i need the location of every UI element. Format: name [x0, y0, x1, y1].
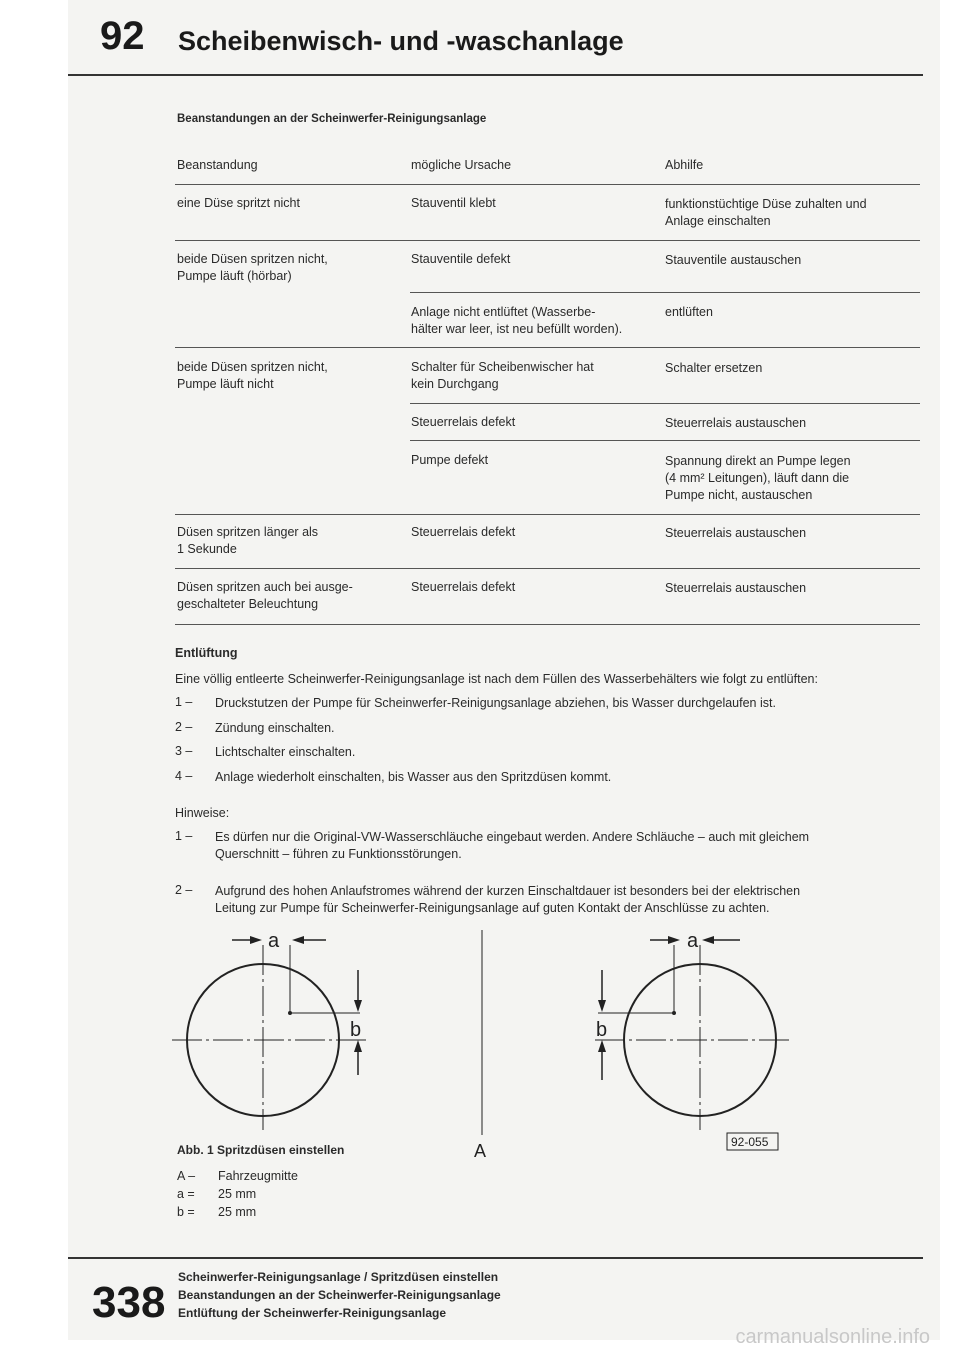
footer-line: Beanstandungen an der Scheinwerfer-Reinigungsanlage	[178, 1288, 501, 1302]
table-cell: Steuerrelais austauschen	[665, 526, 807, 540]
table-cell: Pumpe defekt	[411, 453, 489, 467]
figure-caption: Abb. 1 Spritzdüsen einstellen	[177, 1143, 345, 1157]
legend-key: a =	[177, 1187, 195, 1201]
arrow-icon	[292, 936, 304, 944]
step-text: Zündung einschalten.	[215, 721, 335, 735]
table-cell: beide Düsen spritzen nicht, Pumpe läuft (hörbar)	[177, 252, 328, 283]
table-cell: Steuerrelais austauschen	[665, 581, 807, 595]
step-text: Druckstutzen der Pumpe für Scheinwerfer-Reinigungsanlage abziehen, bis Wasser durchgelaufen ist.	[215, 696, 776, 710]
table-cell: Schalter für Scheibenwischer hat kein Durchgang	[411, 360, 594, 391]
table-cell: funktionstüchtige Düse zuhalten und Anlage einschalten	[665, 197, 867, 228]
arrow-icon	[598, 1040, 606, 1052]
table-cell: eine Düse spritzt nicht	[177, 196, 300, 210]
arrow-icon	[668, 936, 680, 944]
dimension-label-b: b	[350, 1019, 362, 1041]
table-header-cause: mögliche Ursache	[411, 158, 512, 172]
table-header-problem: Beanstandung	[177, 158, 258, 172]
legend-value: Fahrzeugmitte	[218, 1169, 298, 1183]
table-cell: Steuerrelais defekt	[411, 525, 516, 539]
chapter-number: 92	[100, 14, 145, 58]
table-cell: Stauventil klebt	[411, 196, 496, 210]
arrow-icon	[250, 936, 262, 944]
arrow-icon	[702, 936, 714, 944]
note-text: Es dürfen nur die Original-VW-Wasserschläuche eingebaut werden. Andere Schläuche – auch mit gleichem Querschnitt – führen zu Funktionsstörungen.	[215, 830, 810, 861]
table-cell: Steuerrelais austauschen	[665, 416, 807, 430]
axis-label: A	[474, 1141, 487, 1161]
table-header-fix: Abhilfe	[665, 158, 704, 172]
step-number: 1 –	[175, 695, 193, 709]
table-cell: Schalter ersetzen	[665, 361, 763, 375]
table-cell: Steuerrelais defekt	[411, 580, 516, 594]
table-cell: Stauventile austauschen	[665, 253, 802, 267]
figure-ref-code: 92-055	[731, 1135, 769, 1149]
venting-intro: Eine völlig entleerte Scheinwerfer-Reinigungsanlage ist nach dem Füllen des Wasserbehälters wie folgt zu entlüften:	[175, 672, 818, 686]
step-number: 2 –	[175, 720, 193, 734]
nozzle-target-point	[672, 1011, 676, 1015]
footer-rule	[68, 1257, 923, 1259]
nozzle-target-point	[288, 1011, 292, 1015]
arrow-icon	[354, 1000, 362, 1012]
table-cell: beide Düsen spritzen nicht, Pumpe läuft nicht	[177, 360, 328, 391]
step-number: 3 –	[175, 744, 193, 758]
table-cell: Stauventile defekt	[411, 252, 511, 266]
step-text: Anlage wiederholt einschalten, bis Wasser aus den Spritzdüsen kommt.	[215, 770, 612, 784]
page-number: 338	[92, 1278, 166, 1327]
table-cell: Steuerrelais defekt	[411, 415, 516, 429]
legend-value: 25 mm	[218, 1205, 257, 1219]
legend-key: b =	[177, 1205, 195, 1219]
footer-line: Entlüftung der Scheinwerfer-Reinigungsanlage	[178, 1306, 447, 1320]
table-cell: Düsen spritzen auch bei ausge- geschalteter Beleuchtung	[177, 580, 353, 611]
note-text: Aufgrund des hohen Anlaufstromes während der kurzen Einschaltdauer ist besonders bei der elektrischen Leitung zur Pumpe für Scheinwerfer-Reinigungsanlage auf guten Kontakt der Anschlüsse zu achten.	[215, 884, 801, 915]
table-cell: Düsen spritzen länger als 1 Sekunde	[177, 525, 319, 556]
arrow-icon	[354, 1040, 362, 1052]
notes-title: Hinweise:	[175, 806, 230, 820]
table-cell: entlüften	[665, 305, 713, 319]
note-number: 1 –	[175, 829, 193, 843]
legend-value: 25 mm	[218, 1187, 257, 1201]
watermark: carmanualsonline.info	[735, 1326, 930, 1348]
dimension-label-a: a	[268, 930, 280, 952]
dimension-label-a: a	[687, 930, 699, 952]
note-number: 2 –	[175, 883, 193, 897]
legend-key: A –	[177, 1169, 196, 1183]
dimension-label-b: b	[596, 1019, 608, 1041]
chapter-title: Scheibenwisch- und -waschanlage	[178, 26, 624, 56]
arrow-icon	[598, 1000, 606, 1012]
table-cell: Anlage nicht entlüftet (Wasserbe- hälter war leer, ist neu befüllt worden).	[411, 305, 623, 336]
footer-line: Scheinwerfer-Reinigungsanlage / Spritzdüsen einstellen	[178, 1270, 499, 1284]
table-cell: Spannung direkt an Pumpe legen (4 mm² Leitungen), läuft dann die Pumpe nicht, austauschen	[665, 454, 851, 502]
venting-title: Entlüftung	[175, 646, 238, 660]
section-title: Beanstandungen an der Scheinwerfer-Reinigungsanlage	[177, 113, 487, 125]
step-number: 4 –	[175, 769, 193, 783]
step-text: Lichtschalter einschalten.	[215, 745, 356, 759]
